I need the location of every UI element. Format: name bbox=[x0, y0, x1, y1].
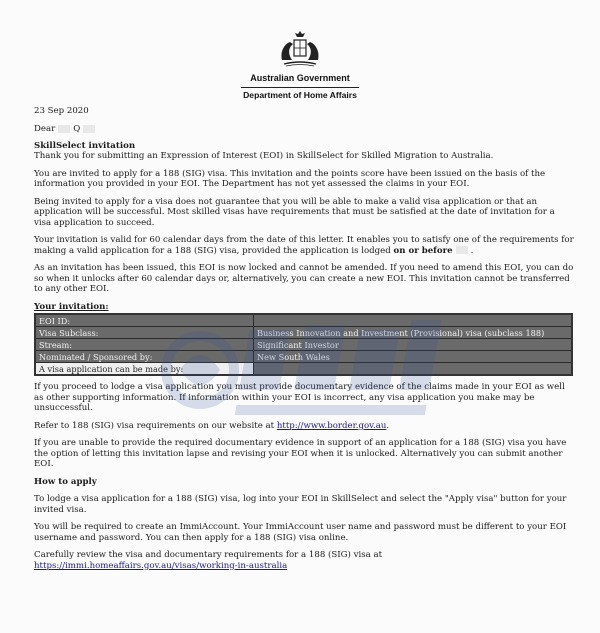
lodge-paragraph: To lodge a visa application for a 188 (SIG) visa, log into your EOI in SkillSelect and select the "Apply visa" button for your invited visa. bbox=[34, 494, 567, 515]
intro-paragraph: Thank you for submitting an Expression of Interest (EOI) in SkillSelect for Skilled Migration to Australia. bbox=[34, 151, 494, 162]
validity-text: Your invitation is valid for 60 calendar days from the date of this letter. It enables you to satisfy one of the requirements for making a valid application for a 188 (SIG) visa, provided the application is lodged bbox=[34, 235, 574, 256]
redacted-name bbox=[58, 125, 70, 133]
redacted-date bbox=[456, 246, 468, 254]
salutation-word: Dear bbox=[34, 124, 56, 135]
row-value bbox=[254, 363, 573, 376]
letter-heading: SkillSelect invitation bbox=[34, 140, 136, 151]
review-text: Carefully review the visa and documentary requirements for a 188 (SIG) visa at bbox=[34, 550, 383, 561]
evidence-paragraph: If you proceed to lodge a visa application you must provide documentary evidence of the claims made in your EOI as well as other supporting information. If information within your EOI is incorrect, any visa application you make may be unsuccessful. bbox=[34, 382, 565, 414]
validity-paragraph bbox=[34, 235, 574, 256]
government-name: Australian Government bbox=[250, 73, 350, 83]
redacted-name bbox=[83, 125, 95, 133]
table-row bbox=[35, 363, 572, 376]
locked-paragraph: As an invitation has been issued, this EOI is now locked and cannot be amended. If you need to amend this EOI, you can do so when it unlocks after 60 calendar days or, alternatively, you can create a new EOI. This invitation cannot be transferred to any other EOI. bbox=[34, 263, 574, 295]
row-label: A visa application can be made by: bbox=[35, 363, 254, 376]
refer-text: Refer to 188 (SIG) visa requirements on our website at bbox=[34, 420, 277, 431]
row-label: Stream: bbox=[35, 339, 254, 351]
unable-paragraph: If you are unable to provide the required documentary evidence in support of an application for a 188 (SIG) visa you have the option of letting this invitation lapse and revising your EOI when it is unlocked. Alternatively you can submit another EOI. bbox=[34, 438, 567, 470]
letter-date: 23 Sep 2020 bbox=[34, 106, 89, 116]
invitation-table bbox=[34, 313, 573, 376]
immi-website-link[interactable]: https://immi.homeaffairs.gov.au/visas/working-in-australia bbox=[34, 560, 288, 571]
row-value: New South Wales bbox=[254, 351, 573, 363]
how-to-apply-heading: How to apply bbox=[34, 476, 97, 487]
row-value: Significant Investor bbox=[254, 339, 573, 351]
header-divider bbox=[241, 87, 359, 88]
row-value bbox=[254, 314, 573, 327]
coat-of-arms-icon bbox=[276, 30, 324, 70]
refer-paragraph bbox=[34, 421, 574, 431]
row-label: Nominated / Sponsored by: bbox=[35, 351, 254, 363]
refer-end: . bbox=[386, 420, 390, 431]
validity-end: . bbox=[470, 245, 474, 256]
invitation-title: Your invitation: bbox=[34, 301, 109, 312]
row-value: Business Innovation and Investment (Provisional) visa (subclass 188) bbox=[254, 327, 573, 339]
table-row bbox=[35, 339, 572, 351]
row-label: Visa Subclass: bbox=[35, 327, 254, 339]
review-paragraph bbox=[34, 550, 574, 571]
salutation-suffix: Q bbox=[73, 124, 81, 135]
letter-body bbox=[34, 106, 574, 571]
table-row bbox=[35, 327, 572, 339]
guarantee-paragraph: Being invited to apply for a visa does not guarantee that you will be able to make a valid visa application or that an application will be successful. Most skilled visas have requirements that must be satisfied at the date of invitation for a visa application to succeed. bbox=[34, 196, 555, 228]
invited-paragraph: You are invited to apply for a 188 (SIG) visa. This invitation and the points score have been issued on the basis of the information you provided in your EOI. The Department has not yet assessed the claims in your EOI. bbox=[34, 168, 546, 190]
row-label: EOI ID: bbox=[35, 314, 254, 327]
salutation bbox=[34, 124, 574, 134]
border-website-link[interactable]: http://www.border.gov.au bbox=[276, 420, 387, 431]
department-name: Department of Home Affairs bbox=[243, 90, 357, 100]
validity-bold: on or before bbox=[393, 245, 453, 256]
immiaccount-paragraph: You will be required to create an ImmiAccount. Your ImmiAccount user name and password must be different to your EOI username and password. You can then apply for a 188 (SIG) visa online. bbox=[34, 522, 567, 543]
table-row bbox=[35, 351, 572, 363]
table-row bbox=[35, 314, 572, 327]
